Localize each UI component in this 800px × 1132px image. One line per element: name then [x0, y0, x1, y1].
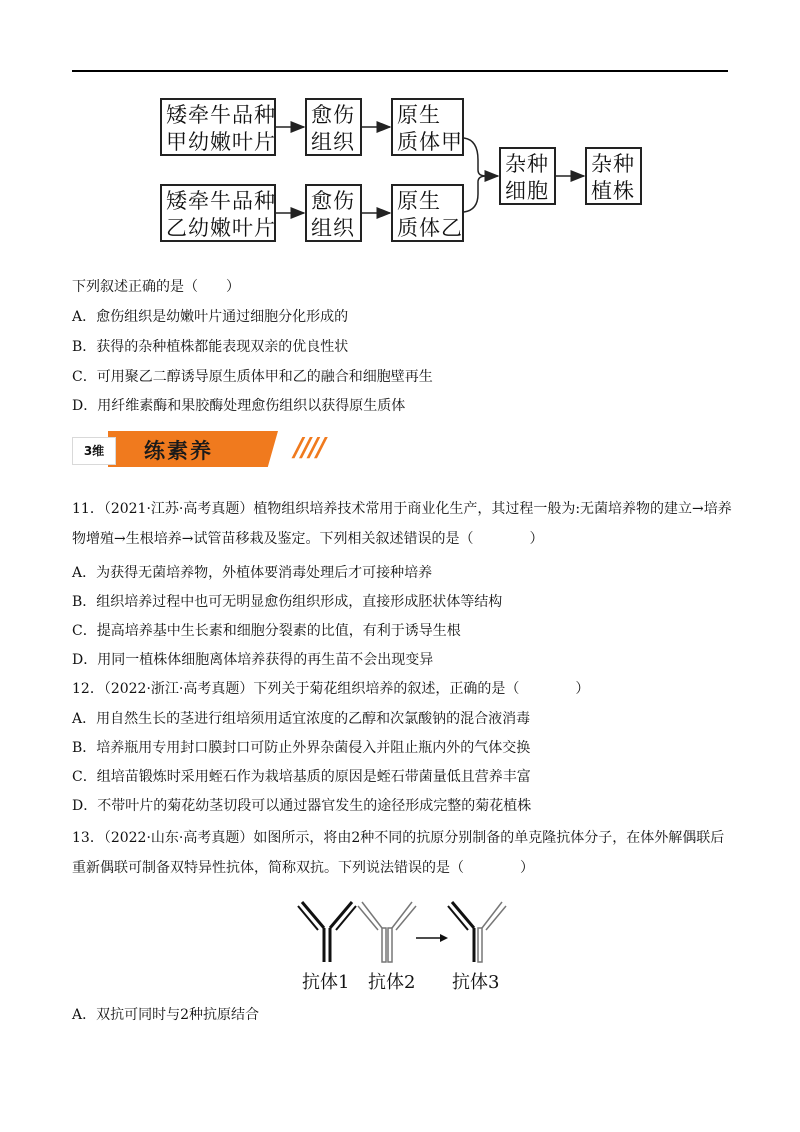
box-line: 矮牵牛品种 [166, 189, 276, 213]
q10-option-c: C．可用聚乙二醇诱导原生质体甲和乙的融合和细胞壁再生 [72, 369, 433, 385]
box-line: 质体甲 [397, 130, 463, 154]
q13-option-a: A．双抗可同时与2种抗原结合 [72, 1007, 260, 1023]
q10-option-b: B．获得的杂种植株都能表现双亲的优良性状 [72, 339, 349, 355]
box-protoplast-a [391, 98, 464, 156]
q10-stem: 下列叙述正确的是（ ） [72, 279, 240, 295]
antibody-1 [298, 902, 356, 962]
box-callus-b [305, 184, 362, 242]
box-source-b [160, 184, 276, 242]
box-line: 组织 [311, 216, 355, 240]
q12-option-a: A．用自然生长的茎进行组培须用适宜浓度的乙醇和次氯酸钠的混合液消毒 [72, 711, 531, 727]
box-line: 愈伤 [311, 103, 355, 127]
banner-stripes: //// [294, 433, 324, 463]
banner-tag: 3维 [72, 437, 116, 465]
q10-option-a: A．愈伤组织是幼嫩叶片通过细胞分化形成的 [72, 309, 349, 325]
box-line: 原生 [397, 103, 441, 127]
antibody-label-3: 抗体3 [452, 972, 500, 993]
box-line: 细胞 [505, 179, 549, 203]
box-line: 甲幼嫩叶片 [166, 130, 276, 154]
q12-stem: 12．（2022·浙江·高考真题）下列关于菊花组织培养的叙述，正确的是（ ） [72, 681, 590, 697]
antibody-3 [448, 902, 506, 962]
box-protoplast-b [391, 184, 464, 242]
box-callus-a [305, 98, 362, 156]
q13-stem: 13．（2022·山东·高考真题）如图所示，将由2种不同的抗原分别制备的单克隆抗体分子，在体外解偶联后重新偶联可制备双特异性抗体，简称双抗。下列说法错误的是（ ） [72, 830, 725, 876]
q12-option-d: D．不带叶片的菊花幼茎切段可以通过器官发生的途径形成完整的菊花植株 [72, 798, 532, 814]
box-line: 愈伤 [311, 189, 355, 213]
q11-option-b: B．组织培养过程中也可无明显愈伤组织形成，直接形成胚状体等结构 [72, 594, 503, 610]
merge-brace [464, 138, 486, 212]
box-line: 原生 [397, 189, 441, 213]
q11-stem: 11．（2021·江苏·高考真题）植物组织培养技术常用于商业化生产，其过程一般为:无菌培养物的建立→培养物增殖→生根培养→试管苗移栽及鉴定。下列相关叙述错误的是（ ） [72, 501, 732, 547]
q12-option-b: B．培养瓶用专用封口膜封口可防止外界杂菌侵入并阻止瓶内外的气体交换 [72, 740, 531, 756]
box-line: 矮牵牛品种 [166, 103, 276, 127]
antibody-figure [290, 890, 510, 970]
q11-option-a: A．为获得无菌培养物，外植体要消毒处理后才可接种培养 [72, 565, 433, 581]
q12-option-c: C．组培苗锻炼时采用蛭石作为栽培基质的原因是蛭石带菌量低且营养丰富 [72, 769, 531, 785]
box-hybrid-cell [499, 147, 556, 205]
banner-title: 练素养 [144, 439, 213, 463]
antibody-label-2: 抗体2 [368, 972, 416, 993]
box-line: 植株 [591, 179, 635, 203]
antibody-label-1: 抗体1 [302, 972, 350, 993]
q11-option-d: D．用同一植株体细胞离体培养获得的再生苗不会出现变异 [72, 652, 434, 668]
q11-option-c: C．提高培养基中生长素和细胞分裂素的比值，有利于诱导生根 [72, 623, 461, 639]
box-line: 质体乙 [397, 216, 463, 240]
section-banner [72, 425, 324, 473]
box-line: 组织 [311, 130, 355, 154]
box-line: 杂种 [505, 152, 549, 176]
box-source-a [160, 98, 276, 156]
box-line: 乙幼嫩叶片 [166, 216, 276, 240]
antibody-2 [358, 902, 416, 962]
q10-option-d: D．用纤维素酶和果胶酶处理愈伤组织以获得原生质体 [72, 398, 406, 414]
box-hybrid-plant [585, 147, 642, 205]
box-line: 杂种 [591, 152, 635, 176]
